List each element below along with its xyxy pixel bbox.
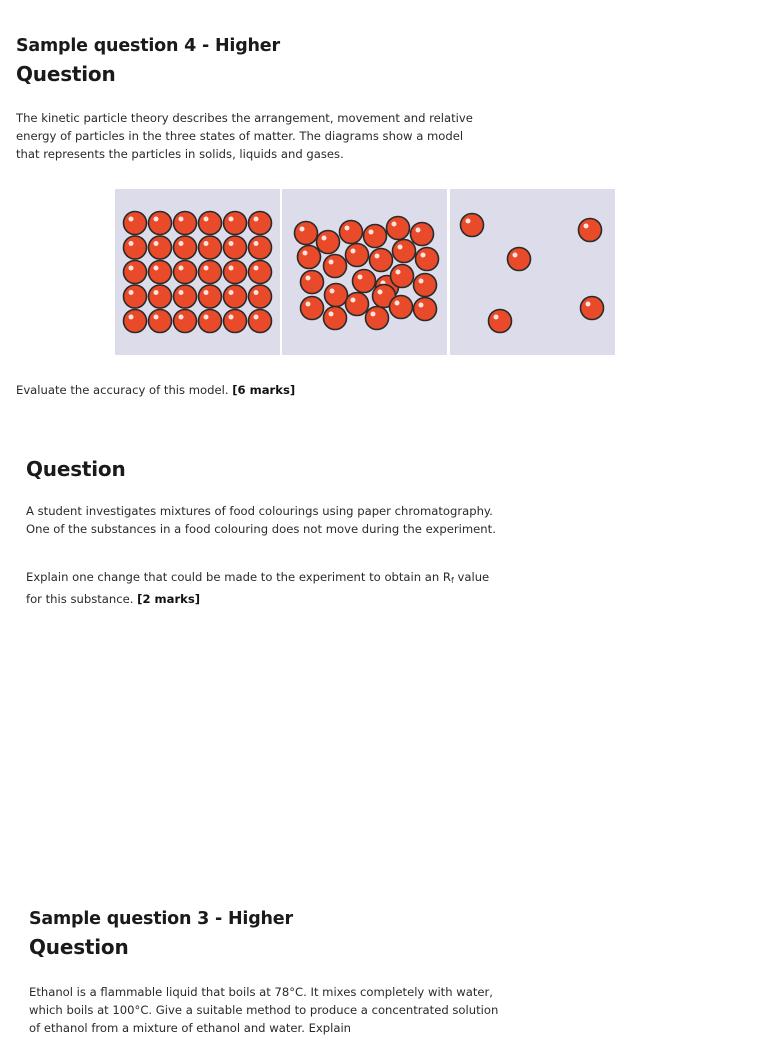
- chromatography-prompt: [26, 568, 496, 608]
- solid-particle-highlight: [204, 217, 209, 222]
- solid-particle: [249, 285, 272, 308]
- liquid-particle-highlight: [303, 251, 308, 256]
- solid-particle-highlight: [129, 266, 134, 271]
- solid-particle: [149, 236, 172, 259]
- solid-particle-highlight: [129, 315, 134, 320]
- liquid-particle-highlight: [378, 290, 383, 295]
- gas-particle: [579, 219, 602, 242]
- liquid-particle-highlight: [358, 275, 363, 280]
- solid-particle: [149, 212, 172, 235]
- solid-particle: [224, 212, 247, 235]
- gas-particle: [461, 214, 484, 237]
- solid-particle: [124, 261, 147, 284]
- liquid-particle: [301, 297, 324, 320]
- gas-particle: [508, 248, 531, 271]
- liquid-particle: [364, 225, 387, 248]
- chromatography-marks: [2 marks]: [137, 592, 201, 606]
- particle-diagram-svg: [115, 189, 615, 355]
- liquid-particle-highlight: [306, 302, 311, 307]
- question-4-prompt-text: Evaluate the accuracy of this model.: [16, 383, 229, 397]
- liquid-particle: [346, 293, 369, 316]
- liquid-particle: [393, 240, 416, 263]
- solid-particle: [249, 212, 272, 235]
- question-heading: Question: [26, 457, 126, 481]
- solid-particle: [174, 212, 197, 235]
- liquid-particle-highlight: [398, 245, 403, 250]
- question-heading: Question: [29, 935, 129, 959]
- liquid-particle: [370, 249, 393, 272]
- liquid-particle-highlight: [419, 279, 424, 284]
- solid-particle: [224, 310, 247, 333]
- liquid-particle: [414, 274, 437, 297]
- liquid-particle-highlight: [395, 301, 400, 306]
- solid-particle: [199, 236, 222, 259]
- liquid-particle: [324, 255, 347, 278]
- chromatography-intro-text: A student investigates mixtures of food colourings using paper chromatography. One of the substances in a food colouring does not move during the experiment.: [26, 504, 496, 536]
- solid-particle-highlight: [254, 315, 259, 320]
- solid-particle-highlight: [154, 266, 159, 271]
- solid-particle: [174, 236, 197, 259]
- sample-question-4-title: Sample question 4 - Higher: [16, 36, 280, 56]
- solid-particle-highlight: [229, 217, 234, 222]
- liquid-particle: [298, 246, 321, 269]
- gas-particle: [489, 310, 512, 333]
- liquid-particle: [301, 271, 324, 294]
- solid-particle-highlight: [179, 266, 184, 271]
- sample-question-4: [16, 36, 280, 86]
- solid-particle: [199, 310, 222, 333]
- question-3-intro-text: Ethanol is a flammable liquid that boils at 78°C. It mixes completely with water, which boils at 100°C. Give a suitable method to produce a concentrated solution of ethanol from a mixture of ethanol and water. Explain: [29, 985, 499, 1035]
- solid-particle-highlight: [204, 241, 209, 246]
- question-4-intro: [16, 109, 486, 163]
- solid-particle: [174, 261, 197, 284]
- chromatography-prompt-text-end: value for this substance.: [26, 570, 490, 606]
- solid-particle: [224, 236, 247, 259]
- liquid-particle-highlight: [416, 228, 421, 233]
- solid-particle-highlight: [179, 290, 184, 295]
- solid-particle-highlight: [204, 266, 209, 271]
- chromatography-intro: [26, 502, 496, 538]
- liquid-particle-highlight: [396, 270, 401, 275]
- liquid-particle: [324, 307, 347, 330]
- question-4-intro-text: The kinetic particle theory describes the arrangement, movement and relative energy of particles in the three states of matter. The diagrams show a model that represents the particles in solids, liquids and gases.: [16, 111, 473, 161]
- solid-particle-highlight: [154, 290, 159, 295]
- solid-particle-highlight: [129, 290, 134, 295]
- liquid-particle-highlight: [306, 276, 311, 281]
- liquid-particle-highlight: [421, 253, 426, 258]
- liquid-particle-highlight: [330, 289, 335, 294]
- solid-particle: [249, 310, 272, 333]
- liquid-particle-highlight: [375, 254, 380, 259]
- solid-particle: [174, 310, 197, 333]
- liquid-particle: [387, 217, 410, 240]
- particle-model-diagram: [115, 189, 615, 355]
- liquid-particle-highlight: [369, 230, 374, 235]
- solid-particle-highlight: [179, 217, 184, 222]
- liquid-particle: [340, 221, 363, 244]
- liquid-particle: [390, 296, 413, 319]
- rf-subscript: f: [451, 576, 454, 585]
- solid-particle-highlight: [179, 315, 184, 320]
- chromatography-prompt-text: Explain one change that could be made to the experiment to obtain an R: [26, 570, 451, 584]
- liquid-particle-highlight: [392, 222, 397, 227]
- question-3-intro: [29, 983, 499, 1037]
- liquid-particle-highlight: [419, 303, 424, 308]
- gas-particle: [581, 297, 604, 320]
- solid-particle: [124, 212, 147, 235]
- liquid-particle: [416, 248, 439, 271]
- question-4-marks: [6 marks]: [232, 383, 296, 397]
- solid-particle-highlight: [129, 217, 134, 222]
- solid-particle-highlight: [254, 217, 259, 222]
- liquid-particle-highlight: [329, 260, 334, 265]
- sample-question-3-title: Sample question 3 - Higher: [29, 909, 293, 929]
- liquid-particle-highlight: [322, 236, 327, 241]
- liquid-particle: [317, 231, 340, 254]
- solid-particle-highlight: [254, 290, 259, 295]
- liquid-particle-highlight: [300, 227, 305, 232]
- solid-particle-highlight: [204, 315, 209, 320]
- solid-particle-highlight: [254, 266, 259, 271]
- liquid-particle-highlight: [371, 312, 376, 317]
- question-4-prompt: [16, 381, 486, 399]
- solid-particle-highlight: [154, 217, 159, 222]
- solid-particle-highlight: [254, 241, 259, 246]
- liquid-particle: [353, 270, 376, 293]
- liquid-particle-highlight: [329, 312, 334, 317]
- solid-particle: [124, 285, 147, 308]
- sample-question-3: [29, 909, 293, 959]
- liquid-particle-highlight: [351, 298, 356, 303]
- liquid-particle-highlight: [351, 249, 356, 254]
- solid-particle-highlight: [229, 241, 234, 246]
- solid-particle-highlight: [229, 290, 234, 295]
- liquid-particle: [414, 298, 437, 321]
- liquid-particle: [391, 265, 414, 288]
- gas-particle-highlight: [586, 302, 591, 307]
- gas-particle-highlight: [584, 224, 589, 229]
- solid-particle: [199, 285, 222, 308]
- solid-particle: [149, 261, 172, 284]
- liquid-particle: [346, 244, 369, 267]
- solid-particle-highlight: [229, 266, 234, 271]
- solid-particle: [149, 310, 172, 333]
- liquid-particle: [295, 222, 318, 245]
- solid-particle: [249, 261, 272, 284]
- solid-particle: [249, 236, 272, 259]
- gas-particle-highlight: [513, 253, 518, 258]
- solid-particle: [199, 261, 222, 284]
- solid-particle: [124, 236, 147, 259]
- liquid-particle: [325, 284, 348, 307]
- gas-particle-highlight: [494, 315, 499, 320]
- solid-particle: [224, 285, 247, 308]
- liquid-particle-highlight: [345, 226, 350, 231]
- solid-particle: [124, 310, 147, 333]
- solid-particle-highlight: [179, 241, 184, 246]
- solid-particle-highlight: [129, 241, 134, 246]
- gas-particle-highlight: [466, 219, 471, 224]
- chromatography-question: [26, 457, 126, 481]
- solid-particle-highlight: [229, 315, 234, 320]
- solid-particle: [199, 212, 222, 235]
- solid-particle-highlight: [154, 241, 159, 246]
- solid-particle-highlight: [154, 315, 159, 320]
- solid-particle: [149, 285, 172, 308]
- solid-particle: [174, 285, 197, 308]
- solid-particle-highlight: [204, 290, 209, 295]
- liquid-particle: [411, 223, 434, 246]
- question-heading: Question: [16, 62, 116, 86]
- liquid-particle: [366, 307, 389, 330]
- solid-particle: [224, 261, 247, 284]
